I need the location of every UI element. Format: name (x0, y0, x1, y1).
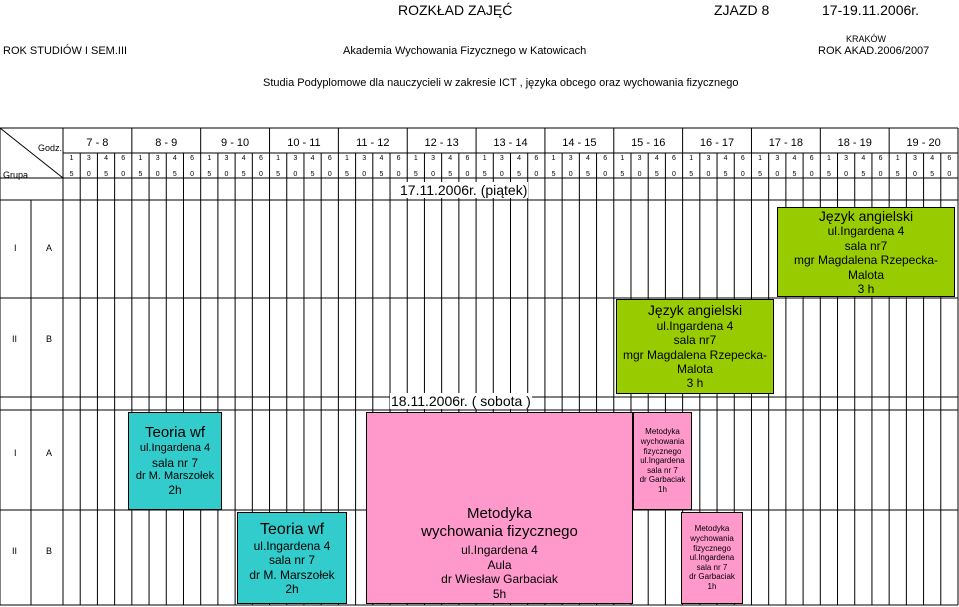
class-block-teoria-wf-group-b[interactable]: Teoria wf ul.Ingardena 4 sala nr 7 dr M. Marszołek 2h (237, 512, 347, 604)
quarter-label: 3 (844, 155, 849, 162)
quarter-label: 1 (138, 155, 143, 162)
academic-year-label: ROK AKAD.2006/2007 (818, 45, 930, 57)
quarter-label: 3 (568, 155, 573, 162)
quarter-label: 5 (482, 171, 487, 178)
quarter-label: 3 (362, 155, 367, 162)
quarter-label: 5 (758, 171, 762, 178)
quarter-label: 5 (413, 171, 418, 178)
quarter-label: 4 (172, 155, 177, 162)
quarter-label: 5 (551, 171, 556, 178)
quarter-label: 5 (172, 171, 177, 178)
quarter-label: 5 (448, 171, 453, 178)
group-letter: A (46, 243, 53, 253)
quarter-label: 0 (499, 171, 504, 178)
hour-label: 15 - 16 (631, 137, 666, 149)
quarter-label: 5 (930, 171, 935, 178)
city-label: KRAKÓW (846, 34, 887, 44)
group-number: I (14, 448, 17, 458)
quarter-label: 0 (637, 171, 642, 178)
hour-label: 18 - 19 (837, 137, 872, 149)
hour-label: 10 - 11 (287, 137, 321, 149)
quarter-label: 0 (844, 171, 849, 178)
quarter-label: 0 (672, 171, 676, 178)
group-letter: A (46, 448, 53, 458)
quarter-label: 6 (947, 155, 952, 162)
study-year-label: ROK STUDIÓW I (3, 45, 88, 57)
quarter-label: 6 (672, 155, 676, 162)
quarter-label: 6 (258, 155, 263, 162)
class-block-metodyka-group-a[interactable]: Metodyka wychowania fizycznego ul.Ingardena sala nr 7 dr Garbaciak 1h (633, 412, 692, 510)
class-block-english-group-b[interactable]: Język angielski ul.Ingardena 4 sala nr7 mgr Magdalena Rzepecka- Malota 3 h (616, 299, 774, 394)
quarter-label: 6 (534, 155, 539, 162)
quarter-label: 0 (396, 171, 401, 178)
quarter-label: 6 (190, 155, 195, 162)
quarter-label: 4 (310, 155, 315, 162)
quarter-label: 0 (121, 171, 126, 178)
quarter-label: 6 (327, 155, 332, 162)
quarter-label: 5 (723, 171, 728, 178)
quarter-label: 4 (861, 155, 866, 162)
quarter-label: 3 (224, 155, 229, 162)
godz-label: Godz. (38, 143, 63, 153)
academy-label: Akademia Wychowania Fizycznego w Katowicach (343, 45, 587, 57)
quarter-label: 6 (878, 155, 883, 162)
quarter-label: 1 (758, 155, 762, 162)
quarter-label: 6 (603, 155, 608, 162)
class-block-english-group-a[interactable]: Język angielski ul.Ingardena 4 sala nr7 mgr Magdalena Rzepecka- Malota 3 h (777, 207, 955, 297)
quarter-label: 0 (809, 171, 814, 178)
quarter-label: 4 (723, 155, 728, 162)
group-number: II (12, 546, 18, 556)
hour-label: 17 - 18 (768, 137, 803, 149)
quarter-label: 1 (551, 155, 556, 162)
quarter-label: 0 (431, 171, 435, 178)
quarter-label: 3 (86, 155, 91, 162)
quarter-label: 0 (878, 171, 883, 178)
quarter-label: 5 (104, 171, 108, 178)
quarter-label: 0 (362, 171, 367, 178)
quarter-label: 0 (190, 171, 195, 178)
quarter-label: 0 (155, 171, 160, 178)
dates-label: 17-19.11.2006r. (822, 2, 920, 18)
program-label: Studia Podyplomowe dla nauczycieli w zakresie ICT , języka obcego oraz wychowania fizycznego (263, 77, 739, 89)
quarter-label: 4 (241, 155, 246, 162)
group-letter: B (46, 546, 53, 556)
quarter-label: 5 (792, 171, 797, 178)
quarter-label: 0 (86, 171, 91, 178)
quarter-label: 3 (431, 155, 435, 162)
quarter-label: 5 (138, 171, 143, 178)
quarter-label: 4 (448, 155, 453, 162)
hour-label: 11 - 12 (356, 137, 390, 149)
quarter-label: 4 (585, 155, 590, 162)
quarter-label: 5 (241, 171, 246, 178)
hour-label: 13 - 14 (493, 137, 528, 149)
quarter-label: 1 (689, 155, 694, 162)
day-label-saturday: 18.11.2006r. ( sobota ) (391, 393, 531, 409)
group-number: I (14, 243, 17, 253)
hour-label: 16 - 17 (699, 137, 735, 149)
quarter-label: 1 (413, 155, 418, 162)
quarter-label: 5 (895, 171, 900, 178)
hour-label: 14 - 15 (562, 137, 597, 149)
hour-label: 12 - 13 (424, 137, 459, 149)
quarter-label: 5 (826, 171, 831, 178)
quarter-label: 5 (654, 171, 659, 178)
semester-label: SEM.III (91, 45, 128, 57)
quarter-label: 0 (534, 171, 539, 178)
quarter-label: 3 (637, 155, 642, 162)
quarter-label: 1 (69, 155, 74, 162)
quarter-label: 5 (345, 171, 349, 178)
schedule-title: ROZKŁAD ZAJĘĆ (398, 2, 513, 18)
quarter-label: 4 (792, 155, 797, 162)
quarter-label: 5 (689, 171, 694, 178)
quarter-label: 4 (104, 155, 108, 162)
quarter-label: 0 (224, 171, 229, 178)
quarter-label: 5 (207, 171, 212, 178)
quarter-label: 0 (568, 171, 573, 178)
quarter-label: 0 (603, 171, 608, 178)
quarter-label: 3 (293, 155, 298, 162)
quarter-label: 3 (706, 155, 711, 162)
quarter-label: 1 (207, 155, 212, 162)
quarter-label: 6 (465, 155, 470, 162)
quarter-label: 1 (482, 155, 487, 162)
class-block-teoria-wf-group-a[interactable]: Teoria wf ul.Ingardena 4 sala nr 7 dr M. Marszołek 2h (128, 412, 222, 510)
quarter-label: 1 (345, 155, 349, 162)
quarter-label: 5 (379, 171, 384, 178)
quarter-label: 0 (740, 171, 745, 178)
quarter-label: 4 (517, 155, 522, 162)
hour-label: 7 - 8 (86, 137, 109, 149)
quarter-label: 0 (775, 171, 780, 178)
group-number: II (12, 334, 18, 344)
quarter-label: 6 (740, 155, 745, 162)
hour-label: 9 - 10 (221, 137, 250, 149)
quarter-label: 4 (930, 155, 935, 162)
quarter-label: 6 (121, 155, 126, 162)
quarter-label: 5 (861, 171, 866, 178)
class-block-metodyka-group-b[interactable]: Metodyka wychowania fizycznego ul.Ingardena sala nr 7 dr Garbaciak 1h (681, 512, 743, 604)
quarter-label: 0 (913, 171, 917, 178)
quarter-label: 5 (620, 171, 625, 178)
quarter-label: 1 (895, 155, 900, 162)
quarter-label: 0 (947, 171, 952, 178)
group-letter: B (46, 334, 53, 344)
quarter-label: 3 (155, 155, 160, 162)
quarter-label: 3 (499, 155, 504, 162)
zjazd-label: ZJAZD 8 (714, 2, 770, 18)
class-block-metodyka-aula[interactable]: Metodyka wychowania fizycznego ul.Ingardena 4 Aula dr Wiesław Garbaciak 5h (366, 412, 633, 604)
quarter-label: 1 (276, 155, 281, 162)
quarter-label: 4 (379, 155, 384, 162)
quarter-label: 6 (396, 155, 401, 162)
quarter-label: 5 (69, 171, 74, 178)
quarter-label: 6 (809, 155, 814, 162)
day-label-friday: 17.11.2006r. (piątek) (400, 182, 528, 198)
quarter-label: 0 (706, 171, 711, 178)
quarter-label: 0 (258, 171, 263, 178)
quarter-label: 5 (276, 171, 281, 178)
hour-label: 8 - 9 (155, 137, 178, 149)
quarter-label: 0 (327, 171, 332, 178)
quarter-label: 5 (517, 171, 522, 178)
grupa-label: Grupa (3, 170, 29, 180)
quarter-label: 1 (826, 155, 831, 162)
hour-label: 19 - 20 (906, 137, 941, 149)
quarter-label: 0 (465, 171, 470, 178)
quarter-label: 0 (293, 171, 298, 178)
quarter-label: 3 (775, 155, 780, 162)
quarter-label: 4 (654, 155, 659, 162)
quarter-label: 5 (310, 171, 315, 178)
quarter-label: 1 (620, 155, 625, 162)
quarter-label: 5 (585, 171, 590, 178)
quarter-label: 3 (913, 155, 917, 162)
